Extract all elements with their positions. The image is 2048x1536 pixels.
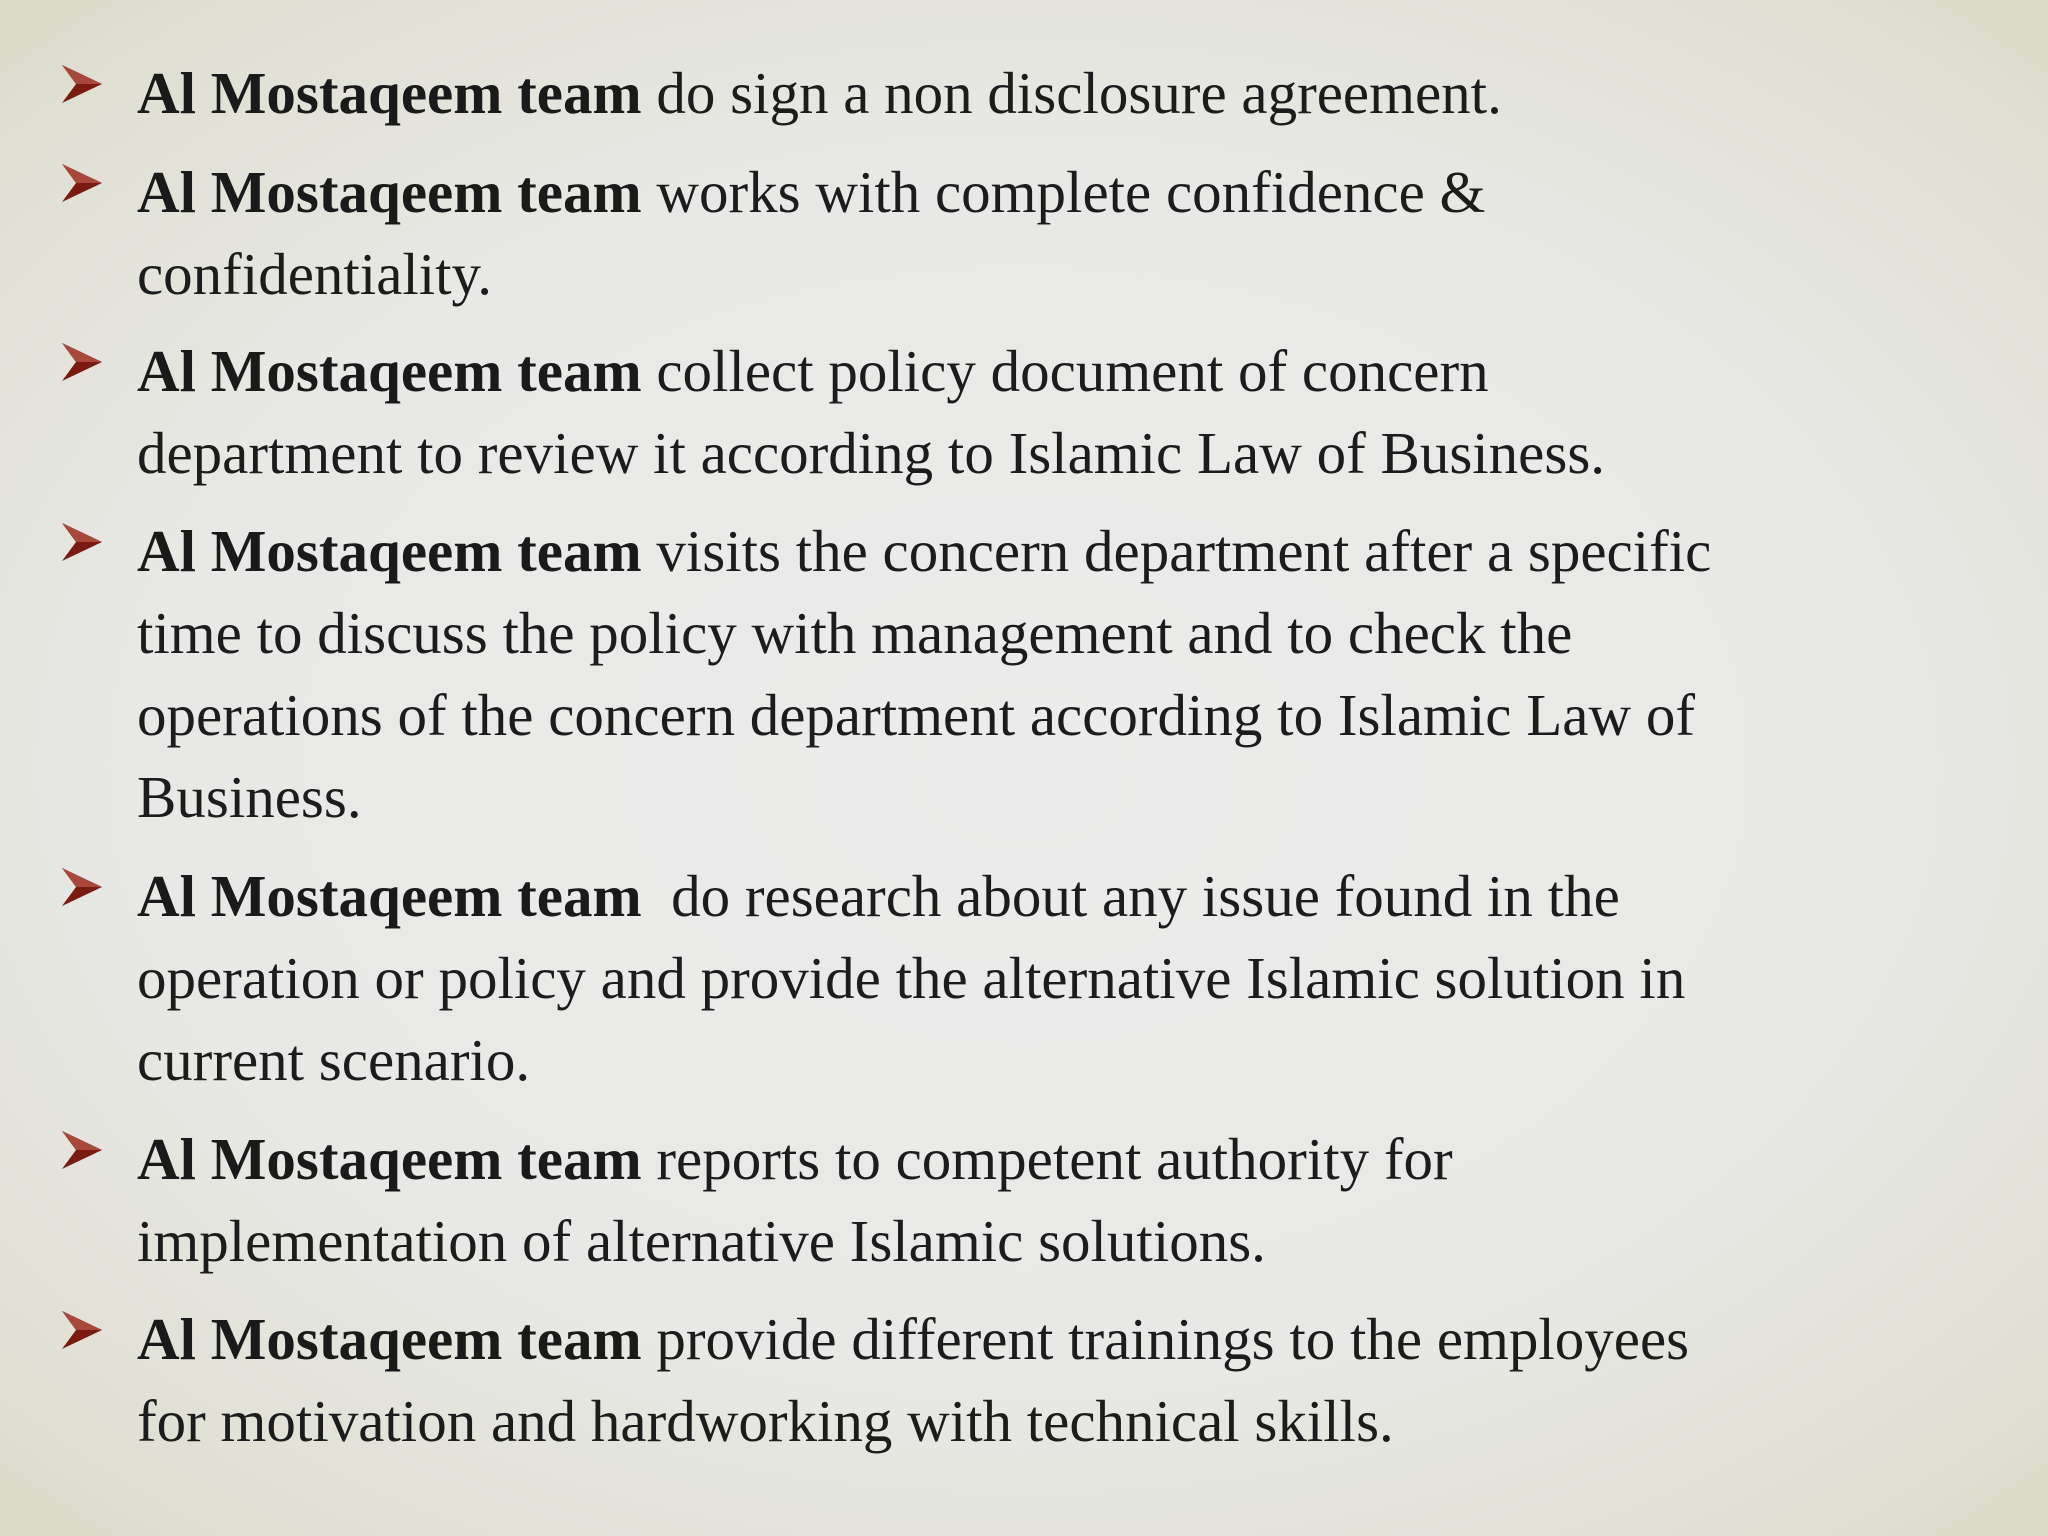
bullet-line: confidentiality. (137, 241, 492, 307)
bullet-text (137, 510, 2037, 838)
arrow-bullet-icon (60, 520, 104, 564)
bullet-line: Al Mostaqeem team collect policy document of concern (137, 338, 1489, 404)
bullet-lead: Al Mostaqeem team (137, 338, 642, 404)
bullet-text (137, 1298, 2037, 1462)
bullet-line: Business. (137, 764, 362, 830)
bullet-lead: Al Mostaqeem team (137, 1306, 642, 1372)
bullet-lead: Al Mostaqeem team (137, 159, 642, 225)
arrow-bullet-icon (60, 865, 104, 909)
bullet-lead: Al Mostaqeem team (137, 518, 642, 584)
bullet-line: current scenario. (137, 1027, 531, 1093)
bullet-line: Al Mostaqeem team works with complete confidence & (137, 159, 1486, 225)
bullet-lead: Al Mostaqeem team (137, 60, 642, 126)
bullet-text (137, 330, 2037, 494)
bullet-line: implementation of alternative Islamic solutions. (137, 1208, 1266, 1274)
bullet-lead: Al Mostaqeem team (137, 863, 642, 929)
bullet-line: Al Mostaqeem team reports to competent authority for (137, 1126, 1453, 1192)
bullet-text (137, 151, 2037, 315)
bullet-line: operation or policy and provide the alternative Islamic solution in (137, 945, 1686, 1011)
bullet-line: department to review it according to Islamic Law of Business. (137, 420, 1606, 486)
bullet-line: for motivation and hardworking with technical skills. (137, 1388, 1394, 1454)
bullet-line: Al Mostaqeem team visits the concern department after a specific (137, 518, 1712, 584)
bullet-line: operations of the concern department according to Islamic Law of (137, 682, 1695, 748)
arrow-bullet-icon (60, 340, 104, 384)
bullet-text (137, 1118, 2037, 1282)
bullet-text (137, 52, 2037, 134)
bullet-text (137, 855, 2037, 1101)
arrow-bullet-icon (60, 161, 104, 205)
arrow-bullet-icon (60, 1308, 104, 1352)
bullet-line: time to discuss the policy with management and to check the (137, 600, 1573, 666)
bullet-line: Al Mostaqeem team do sign a non disclosure agreement. (137, 60, 1502, 126)
bullet-line: Al Mostaqeem team do research about any issue found in the (137, 863, 1620, 929)
bullet-line: Al Mostaqeem team provide different trainings to the employees (137, 1306, 1690, 1372)
bullet-lead: Al Mostaqeem team (137, 1126, 642, 1192)
arrow-bullet-icon (60, 62, 104, 106)
arrow-bullet-icon (60, 1128, 104, 1172)
